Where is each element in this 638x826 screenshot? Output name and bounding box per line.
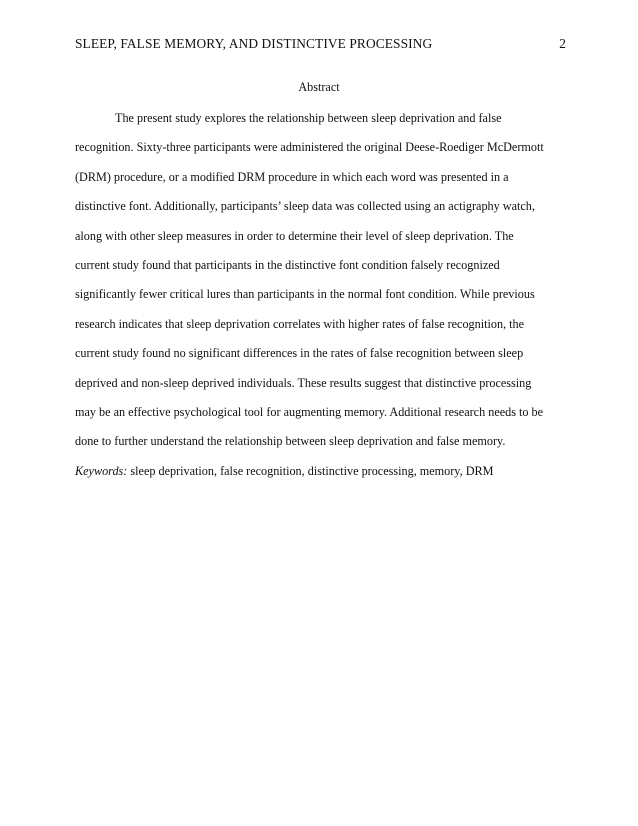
keywords-label: Keywords: <box>75 463 128 478</box>
abstract-line: current study found that participants in the distinctive font condition falsely recognized <box>75 257 500 272</box>
abstract-line: The present study explores the relationship between sleep deprivation and false <box>115 111 502 125</box>
keywords-line <box>75 462 570 491</box>
abstract-line: (DRM) procedure, or a modified DRM procedure in which each word was presented in a <box>75 169 509 184</box>
abstract-line: distinctive font. Additionally, participants’ sleep data was collected using an actigraphy watch, <box>75 199 535 214</box>
keywords-text: sleep deprivation, false recognition, distinctive processing, memory, DRM <box>127 463 494 478</box>
page-number: 2 <box>559 36 566 51</box>
abstract-line: recognition. Sixty-three participants were administered the original Deese-Roediger McDermott <box>75 140 544 155</box>
abstract-line: current study found no significant differences in the rates of false recognition between sleep <box>75 346 524 361</box>
abstract-heading: Abstract <box>298 80 340 94</box>
running-head: SLEEP, FALSE MEMORY, AND DISTINCTIVE PROCESSING <box>75 36 433 51</box>
abstract-line: research indicates that sleep deprivation correlates with higher rates of false recognition, the <box>75 316 525 331</box>
abstract-line: along with other sleep measures in order to determine their level of sleep deprivation. The <box>75 228 514 243</box>
abstract-line: significantly fewer critical lures than participants in the normal font condition. While previous <box>75 287 535 302</box>
abstract-line: may be an effective psychological tool for augmenting memory. Additional research needs to be <box>75 404 544 419</box>
abstract-body <box>75 109 570 491</box>
abstract-line: deprived and non-sleep deprived individuals. These results suggest that distinctive processing <box>75 375 532 390</box>
abstract-line: done to further understand the relationship between sleep deprivation and false memory. <box>75 434 506 449</box>
